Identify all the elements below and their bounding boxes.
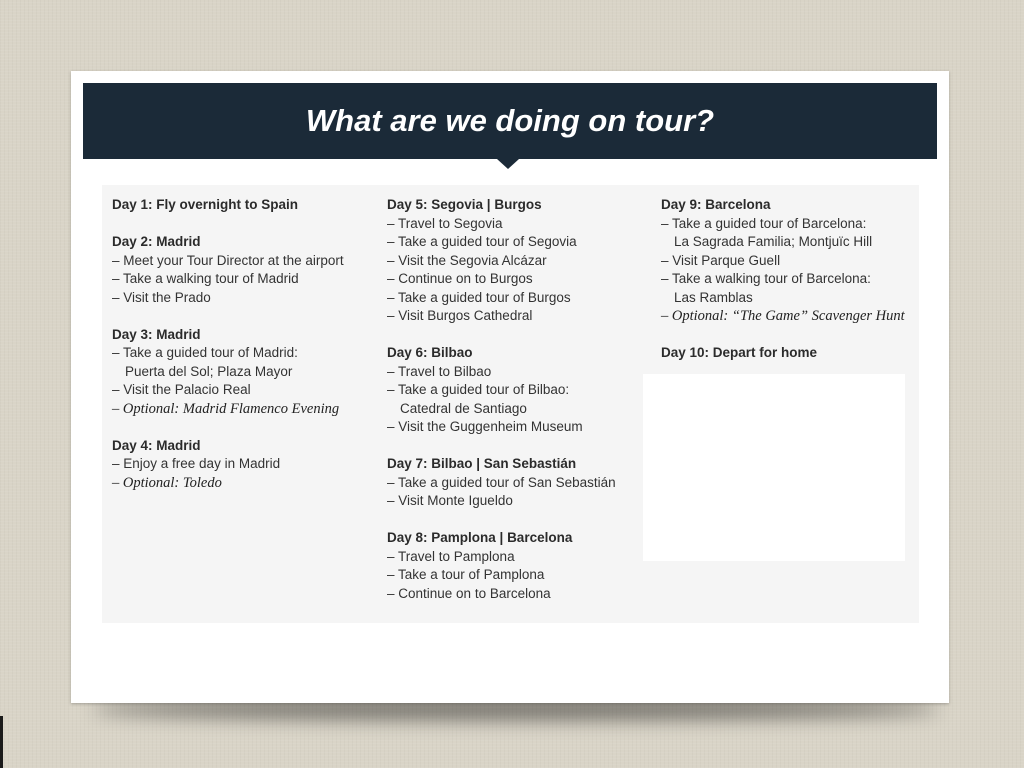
day-heading: Day 3: Madrid <box>112 326 201 342</box>
activity-text: – Take a guided tour of Bilbao: <box>387 382 570 397</box>
activity-list <box>387 474 649 511</box>
activity-text: – Visit the Segovia Alcázar <box>387 252 547 268</box>
day-block <box>387 529 649 603</box>
activity-text: – Take a guided tour of Segovia <box>387 234 577 249</box>
activity-item <box>661 270 923 307</box>
activity-item <box>112 455 374 474</box>
title-notch <box>497 159 519 169</box>
activity-text: – Take a walking tour of Madrid <box>112 271 299 286</box>
activity-item <box>387 252 649 271</box>
activity-list <box>112 455 374 492</box>
blank-image-box <box>643 374 905 561</box>
activity-item <box>112 270 374 289</box>
activity-text: La Sagrada Familia; Montjuïc Hill <box>674 234 873 249</box>
activity-list <box>661 215 923 326</box>
activity-text: – Visit Burgos Cathedral <box>387 308 533 323</box>
activity-item <box>387 418 649 437</box>
activity-item <box>387 566 649 585</box>
activity-item <box>112 381 374 400</box>
activity-item <box>387 492 649 511</box>
activity-list <box>112 252 374 308</box>
activity-list <box>112 344 374 418</box>
activity-text: Las Ramblas <box>674 289 753 305</box>
activity-item <box>661 252 923 271</box>
optional-activity-item <box>112 474 374 493</box>
day-block <box>112 196 374 215</box>
activity-item <box>387 233 649 252</box>
activity-text: – Enjoy a free day in Madrid <box>112 456 281 471</box>
itinerary-column-2 <box>387 196 649 622</box>
activity-item <box>112 289 374 308</box>
activity-text: – Optional: Toledo <box>112 474 222 491</box>
activity-item <box>387 215 649 234</box>
day-block <box>387 196 649 326</box>
activity-item <box>387 289 649 308</box>
activity-item <box>387 381 649 418</box>
activity-list <box>387 548 649 604</box>
activity-item <box>112 344 374 381</box>
activity-text: – Take a guided tour of Madrid: <box>112 345 298 360</box>
activity-text: – Meet your Tour Director at the airport <box>112 252 344 268</box>
activity-text: – Take a walking tour of Barcelona: <box>661 271 871 286</box>
activity-text: – Visit the Prado <box>112 289 211 305</box>
activity-text: – Travel to Bilbao <box>387 363 492 379</box>
day-block <box>387 344 649 437</box>
activity-item <box>387 270 649 289</box>
activity-text: – Travel to Pamplona <box>387 548 515 564</box>
slide-title: What are we doing on tour? <box>305 103 715 138</box>
activity-text: – Take a guided tour of San Sebastián <box>387 474 616 490</box>
day-block <box>661 196 923 326</box>
activity-text: – Travel to Segovia <box>387 215 503 231</box>
activity-text: – Continue on to Barcelona <box>387 585 551 601</box>
day-heading: Day 7: Bilbao | San Sebastián <box>387 456 577 471</box>
optional-activity-item <box>661 307 923 326</box>
activity-text: – Continue on to Burgos <box>387 271 533 286</box>
activity-text: – Take a guided tour of Barcelona: <box>661 215 867 231</box>
day-block <box>112 437 374 493</box>
activity-text: – Optional: Madrid Flamenco Evening <box>112 400 340 417</box>
activity-text: – Visit Parque Guell <box>661 252 781 268</box>
day-heading: Day 10: Depart for home <box>661 345 818 360</box>
day-block <box>661 344 923 363</box>
activity-item <box>387 585 649 604</box>
activity-text: – Optional: “The Game” Scavenger Hunt <box>661 308 905 324</box>
activity-list <box>387 215 649 326</box>
day-heading: Day 6: Bilbao <box>387 345 473 360</box>
title-bar <box>83 83 937 159</box>
activity-list <box>387 363 649 437</box>
day-block <box>112 326 374 419</box>
day-heading: Day 2: Madrid <box>112 234 201 249</box>
slide <box>71 71 949 703</box>
activity-item <box>387 548 649 567</box>
activity-item <box>387 474 649 493</box>
day-heading: Day 5: Segovia | Burgos <box>387 197 542 212</box>
left-edge-strip <box>0 716 3 768</box>
day-heading: Day 8: Pamplona | Barcelona <box>387 530 573 545</box>
day-heading: Day 1: Fly overnight to Spain <box>112 197 299 212</box>
activity-text: – Take a tour of Pamplona <box>387 567 545 582</box>
activity-text: Catedral de Santiago <box>400 400 527 416</box>
activity-item <box>661 215 923 252</box>
activity-text: – Visit the Palacio Real <box>112 382 251 397</box>
activity-item <box>387 363 649 382</box>
activity-item <box>387 307 649 326</box>
day-heading: Day 9: Barcelona <box>661 197 771 212</box>
activity-text: – Visit the Guggenheim Museum <box>387 419 583 434</box>
day-heading: Day 4: Madrid <box>112 437 201 453</box>
activity-text: – Visit Monte Igueldo <box>387 493 513 508</box>
day-block <box>387 455 649 511</box>
day-block <box>112 233 374 307</box>
itinerary-column-3 <box>661 196 923 381</box>
activity-text: – Take a guided tour of Burgos <box>387 289 571 305</box>
activity-item <box>112 252 374 271</box>
itinerary-column-1 <box>112 196 374 511</box>
optional-activity-item <box>112 400 374 419</box>
activity-text: Puerta del Sol; Plaza Mayor <box>125 363 293 379</box>
